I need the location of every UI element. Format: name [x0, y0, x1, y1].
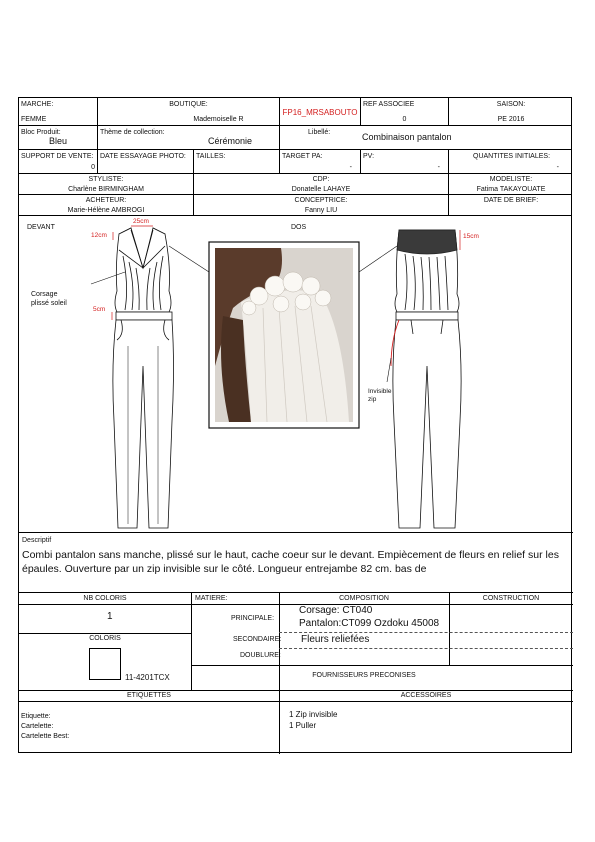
- sketch-area: [19, 216, 573, 533]
- cdp-label: CDP:: [312, 176, 330, 183]
- etiquette-item: Etiquette:: [21, 713, 51, 720]
- theme-label: Thème de collection:: [100, 129, 165, 136]
- labels-accessories-section: [19, 691, 573, 754]
- libelle-cell: [280, 126, 573, 149]
- specs-dash-1: [279, 632, 573, 633]
- specs-v1: [191, 593, 192, 691]
- boutique-value: Mademoiselle R: [193, 116, 244, 123]
- quantites-cell: [449, 150, 573, 173]
- brief-label: DATE DE BRIEF:: [483, 197, 539, 204]
- bloc-cell: [19, 126, 98, 149]
- corsage-callout: [31, 290, 67, 308]
- photo-link-right: [359, 246, 397, 272]
- etiquettes-list: [21, 712, 69, 742]
- theme-cell: [98, 126, 280, 149]
- zip-callout-line: [387, 358, 391, 382]
- secondaire-label: SECONDAIRE:: [233, 636, 282, 643]
- principale-label: PRINCIPALE:: [231, 615, 275, 622]
- ref-associee-label: REF ASSOCIEE: [363, 101, 415, 108]
- styliste-label: STYLISTE:: [88, 176, 124, 183]
- measure-5cm-label: 5cm: [93, 306, 106, 313]
- acheteur-value: Marie-Hélène AMBROGI: [67, 207, 145, 214]
- matiere-label: MATIERE:: [195, 595, 228, 602]
- boutique-cell: [98, 98, 280, 125]
- accessory-zip: 1 Zip invisible: [289, 710, 338, 719]
- reference-value: FP16_MRSABOUTO: [282, 108, 358, 117]
- photo-flower-5: [315, 290, 331, 306]
- styliste-value: Charlène BIRMINGHAM: [68, 186, 144, 193]
- pv-value: -: [437, 164, 440, 171]
- devant-label: DEVANT: [27, 224, 55, 231]
- photo-link-left: [169, 246, 209, 272]
- nb-coloris-label: NB COLORIS: [83, 595, 127, 602]
- acheteur-cell: [19, 195, 194, 215]
- product-spec-sheet: [18, 97, 572, 753]
- labels-divider: [279, 691, 280, 754]
- modeliste-value: Fatima TAKAYOUATE: [476, 186, 546, 193]
- ref-associee-cell: [361, 98, 449, 125]
- coloris-label: COLORIS: [89, 635, 121, 642]
- photo-flower-7: [295, 294, 311, 310]
- tailles-cell: [194, 150, 280, 173]
- measure-15cm-label: 15cm: [463, 233, 479, 240]
- support-cell: [19, 150, 98, 173]
- doublure-label: DOUBLURE:: [240, 652, 281, 659]
- nb-coloris-value: 1: [107, 611, 113, 622]
- secondaire-value: Fleurs reliefées: [301, 634, 370, 645]
- support-value: 0: [91, 164, 95, 171]
- front-waistband: [116, 312, 172, 320]
- libelle-label: Libellé:: [308, 129, 331, 136]
- accessory-puller: 1 Puller: [289, 721, 317, 730]
- back-pants: [393, 320, 461, 528]
- pv-cell: [361, 150, 449, 173]
- principale-line-2: Pantalon:CT099 Ozdoku 45008: [299, 618, 440, 629]
- photo-flower-6: [273, 296, 289, 312]
- back-jumpsuit-drawing: [393, 230, 461, 528]
- bloc-label: Bloc Produit:: [21, 129, 61, 136]
- technical-drawing: [19, 216, 571, 533]
- libelle-value: Combinaison pantalon: [362, 132, 452, 142]
- target-value: -: [349, 164, 352, 171]
- bloc-value: Bleu: [48, 136, 67, 146]
- descriptif-section: [19, 533, 573, 593]
- support-label: SUPPORT DE VENTE:: [21, 153, 94, 160]
- inspiration-photo: [209, 242, 359, 428]
- styliste-cell: [19, 174, 194, 194]
- etiquettes-label: ETIQUETTES: [127, 692, 171, 699]
- conceptrice-label: CONCEPTRICE:: [294, 197, 348, 204]
- photo-flower-8: [242, 301, 256, 315]
- measure-25cm-label: 25cm: [133, 218, 149, 225]
- header-row-5: [19, 195, 571, 216]
- marche-value: FEMME: [21, 116, 47, 123]
- boutique-label: BOUTIQUE:: [169, 101, 208, 108]
- accessoires-label: ACCESSOIRES: [400, 692, 452, 699]
- corsage-line-1: Corsage: [31, 291, 58, 298]
- marche-cell: [19, 98, 98, 125]
- descriptif-label: Descriptif: [22, 537, 52, 544]
- quantites-value: -: [556, 164, 559, 171]
- cartelette-best-item: Cartelette Best:: [21, 733, 70, 740]
- target-label: TARGET PA:: [282, 153, 323, 160]
- brief-cell: [449, 195, 573, 215]
- descriptif-text: Combi pantalon sans manche, plissé sur le haut, cache coeur sur le devant. Empiècement de fleurs en relief sur les épaules. Ouverture par un zip invisible sur le côté. Longueur entrejambe 82 cm. bas de: [22, 549, 559, 575]
- corsage-line-2: plissé soleil: [31, 300, 67, 307]
- quantites-label: QUANTITES INITIALES:: [473, 153, 551, 160]
- photo-flower-2: [265, 276, 285, 296]
- zip-callout: [368, 388, 391, 404]
- fournisseurs-label: FOURNISSEURS PRECONISES: [312, 672, 416, 679]
- front-pants: [113, 320, 174, 528]
- marche-label: MARCHE:: [21, 101, 54, 108]
- theme-value: Cérémonie: [208, 136, 253, 146]
- accessoires-list: [289, 709, 337, 731]
- back-lace-yoke: [397, 230, 457, 254]
- ref-associee-value: 0: [402, 116, 407, 123]
- labels-header-line: [19, 701, 573, 702]
- reference-cell: [280, 98, 361, 125]
- color-swatch: [89, 648, 121, 680]
- saison-label: SAISON:: [496, 101, 526, 108]
- zip-line-2: zip: [368, 396, 377, 403]
- modeliste-cell: [449, 174, 573, 194]
- saison-cell: [449, 98, 573, 125]
- measure-12cm-label: 12cm: [91, 232, 107, 239]
- header-row-2: [19, 126, 571, 150]
- modeliste-label: MODELISTE:: [489, 176, 533, 183]
- conceptrice-cell: [194, 195, 449, 215]
- cartelette-item: Cartelette:: [21, 723, 54, 730]
- specs-v3: [449, 593, 450, 665]
- specs-line-doublure: [191, 665, 573, 666]
- zip-line-1: Invisible: [368, 388, 392, 395]
- conceptrice-value: Fanny LIU: [304, 207, 338, 214]
- pv-label: PV:: [363, 153, 375, 160]
- back-waistband: [396, 312, 458, 320]
- cdp-cell: [194, 174, 449, 194]
- specs-dash-2: [279, 648, 573, 649]
- tailles-label: TAILLES:: [196, 153, 226, 160]
- essayage-label: DATE ESSAYAGE PHOTO:: [100, 153, 186, 160]
- specs-section: [19, 593, 573, 691]
- photo-flower-3: [283, 272, 303, 292]
- header-row-3: [19, 150, 571, 174]
- target-cell: [280, 150, 361, 173]
- saison-value: PE 2016: [497, 116, 525, 123]
- header-row-1: [19, 98, 571, 126]
- specs-header-line: [19, 604, 573, 605]
- color-code: 11-4201TCX: [125, 673, 170, 682]
- principale-line-1: Corsage: CT040: [299, 605, 373, 616]
- specs-coloris-line: [19, 633, 191, 634]
- composition-label: COMPOSITION: [339, 595, 389, 602]
- front-bodice: [115, 228, 171, 312]
- header-row-4: [19, 174, 571, 195]
- essayage-cell: [98, 150, 194, 173]
- acheteur-label: ACHETEUR:: [85, 197, 127, 204]
- construction-label: CONSTRUCTION: [482, 595, 540, 602]
- dos-label: DOS: [291, 224, 307, 231]
- cdp-value: Donatelle LAHAYE: [291, 186, 351, 193]
